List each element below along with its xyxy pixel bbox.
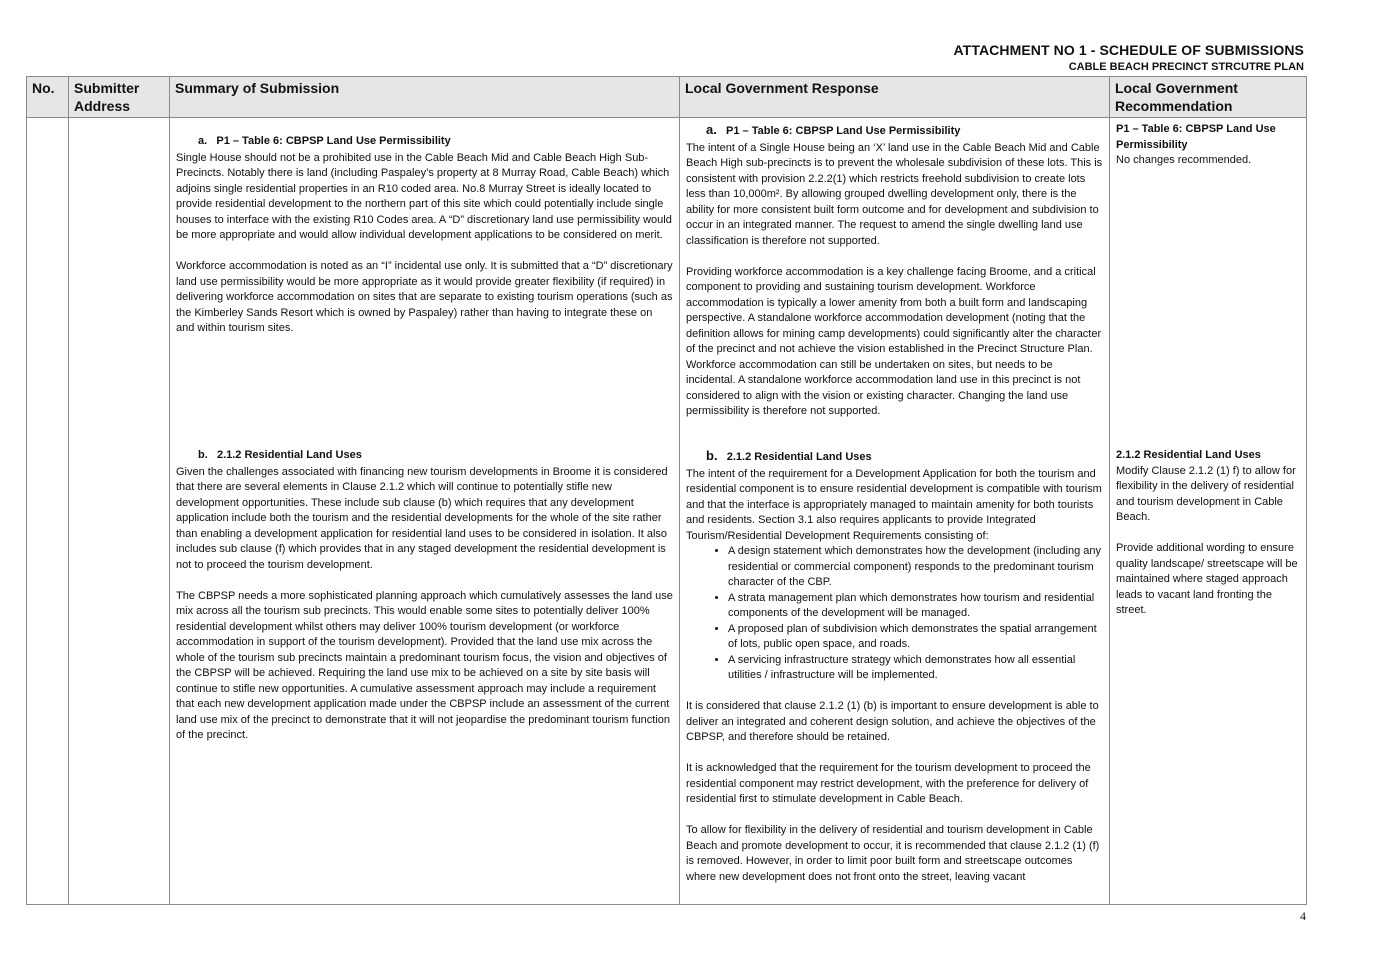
document-subtitle: CABLE BEACH PRECINCT STRCUTRE PLAN bbox=[1068, 61, 1304, 73]
response-heading-b: b. 2.1.2 Residential Land Uses bbox=[706, 448, 872, 463]
col-header-submitter: Submitter Address bbox=[69, 77, 170, 118]
cell-submitter bbox=[69, 118, 170, 905]
summary-heading-b: b. 2.1.2 Residential Land Uses bbox=[198, 449, 362, 461]
recommendation-b-paragraph-1: Modify Clause 2.1.2 (1) f) to allow for flexibility in the delivery of residential and tourism development in Cable Beach. bbox=[1116, 464, 1296, 523]
cell-recommendation bbox=[1110, 118, 1307, 905]
recommendation-heading-a: P1 – Table 6: CBPSP Land Use Permissibility bbox=[1116, 123, 1276, 151]
submissions-table bbox=[26, 76, 1307, 905]
table-header-row bbox=[27, 77, 1307, 118]
cell-summary bbox=[170, 118, 680, 905]
cell-no bbox=[27, 118, 69, 905]
table-row bbox=[27, 118, 1307, 905]
response-heading-a: a. P1 – Table 6: CBPSP Land Use Permissibility bbox=[706, 122, 961, 137]
response-b-paragraph-1: The intent of the requirement for a Development Application for both the tourism and residential component is to ensure residential development is compatible with tourism and that the interface is appropriately managed to maintain amenity for both tourists and residents. Section 3.1 also requires applicants to provide Integrated Tourism/Residential Development Requirements consisting of: bbox=[686, 467, 1102, 542]
response-a-paragraph-2: Providing workforce accommodation is a key challenge facing Broome, and a critical component to providing and sustaining tourism development. Workforce accommodation is typically a lower amenity from both a built form and landscaping perspective. A standalone workforce accommodation development (noting that the definition allows for mining camp developments) could significantly alter the character of the precinct and not achieve the vision established in the Precinct Structure Plan. Workforce accommodation can still be undertaken on sites, but needs to be incidental. A standalone workforce accommodation land use in this precinct is not considered to align with the vision or existing character. Changing the land use permissibility is therefore not supported. bbox=[686, 265, 1102, 417]
summary-b-paragraph-2: The CBPSP needs a more sophisticated planning approach which cumulatively assesses the land use mix across all the tourism sub precincts. This would enable some sites to potentially deliver 100% residential development whilst others may deliver 100% tourism development (or workforce accommodation in support of the tourism development). Provided that the land use mix across the whole of the tourism sub precincts maintain a predominant tourism focus, the vision and objectives of the CBPSP will be achieved. Requiring the land use mix to be achieved on a site by site basis will continue to stifle new opportunities. A cumulative assessment approach may include a requirement that each new development application made under the CBPSP include an assessment of the current land use mix of the precinct to demonstrate that it will not jeopardise the predominant tourism function of the precinct. bbox=[176, 589, 673, 741]
list-item: • A servicing infrastructure strategy which demonstrates how all essential utilities / infrastructure will be implemented. bbox=[728, 653, 1103, 684]
summary-a-paragraph-1: Single House should not be a prohibited use in the Cable Beach Mid and Cable Beach High Sub-Precincts. Notably there is land (including Paspaley’s property at 8 Murray Road, Cable Beach) which adjoins single residential properties in an R10 coded area. No.8 Murray Street is ideally located to provide residential development to the northern part of this site which could potentially include single houses to interface with the existing R10 Codes area. A “D” discretionary land use permissibility would be more appropriate and would allow individual development applications to be considered on merit. bbox=[176, 151, 672, 241]
cell-response bbox=[680, 118, 1110, 905]
list-item: • A design statement which demonstrates how the development (including any residential or commercial component) responds to the predominant tourism character of the CBP. bbox=[728, 544, 1103, 591]
document-title: ATTACHMENT NO 1 - SCHEDULE OF SUBMISSIONS bbox=[953, 42, 1304, 58]
summary-a-paragraph-2: Workforce accommodation is noted as an “I” incidental use only. It is submitted that a “D” discretionary land use permissibility would be more appropriate as it would provide greater flexibility (if required) in delivering workforce accommodation on sites that are separate to existing tourism operations (such as the Kimberley Sands Resort which is owned by Paspaley) rather than having to integrate these on and within tourism sites. bbox=[176, 260, 673, 334]
list-item: • A proposed plan of subdivision which demonstrates the spatial arrangement of lots, public open space, and roads. bbox=[728, 622, 1103, 653]
summary-b-paragraph-1: Given the challenges associated with financing new tourism developments in Broome it is considered that there are several elements in Clause 2.1.2 which will continue to potentially stifle new development opportunities. These include sub clause (b) which requires that any development application include both the tourism and the residential developments for the whole of the site rather than enabling a development application for residential land uses to be considered in isolation. It also includes sub clause (f) which provides that in any staged development the residential development is not to proceed the tourism development. bbox=[176, 465, 668, 571]
recommendation-a-text: No changes recommended. bbox=[1116, 154, 1252, 166]
col-header-recommendation: Local Government Recommendation bbox=[1110, 77, 1307, 118]
recommendation-b-paragraph-2: Provide additional wording to ensure quality landscape/ streetscape will be maintained where staged approach leads to vacant land fronting the street. bbox=[1116, 542, 1298, 616]
col-header-no: No. bbox=[27, 77, 69, 118]
list-item: • A strata management plan which demonstrates how tourism and residential components of the development will be managed. bbox=[728, 591, 1103, 622]
response-a-paragraph-1: The intent of a Single House being an ‘X’ land use in the Cable Beach Mid and Cable Beach High sub-precincts is to prevent the wholesale subdivision of these lots. This is consistent with provision 2.2.2(1) which restricts freehold subdivision to create lots less than 10,000m². By allowing grouped dwelling development only, there is the ability for more consistent built form outcome and for development and subdivision to occur in an integrated manner. The request to amend the single dwelling land use classification is therefore not supported. bbox=[686, 141, 1103, 247]
response-b-bullet-list bbox=[686, 544, 1103, 684]
col-header-summary: Summary of Submission bbox=[170, 77, 680, 118]
response-b-paragraph-2: It is considered that clause 2.1.2 (1) (b) is important to ensure development is able to deliver an integrated and coherent design solution, and achieve the objectives of the CBPSP, and therefore should be retained. bbox=[686, 700, 1099, 743]
response-b-paragraph-3: It is acknowledged that the requirement for the tourism development to proceed the residential component may restrict development, with the preference for delivery of residential first to stimulate development in Cable Beach. bbox=[686, 762, 1091, 805]
page-number: 4 bbox=[1300, 909, 1306, 923]
summary-heading-a: a. P1 – Table 6: CBPSP Land Use Permissibility bbox=[198, 135, 451, 147]
col-header-response: Local Government Response bbox=[680, 77, 1110, 118]
response-b-paragraph-4: To allow for flexibility in the delivery of residential and tourism development in Cable Beach and promote development to occur, it is recommended that clause 2.1.2 (1) (f) is removed. However, in order to limit poor built form and streetscape outcomes where new development does not front onto the street, leaving vacant bbox=[686, 824, 1100, 883]
recommendation-heading-b: 2.1.2 Residential Land Uses bbox=[1116, 449, 1261, 461]
